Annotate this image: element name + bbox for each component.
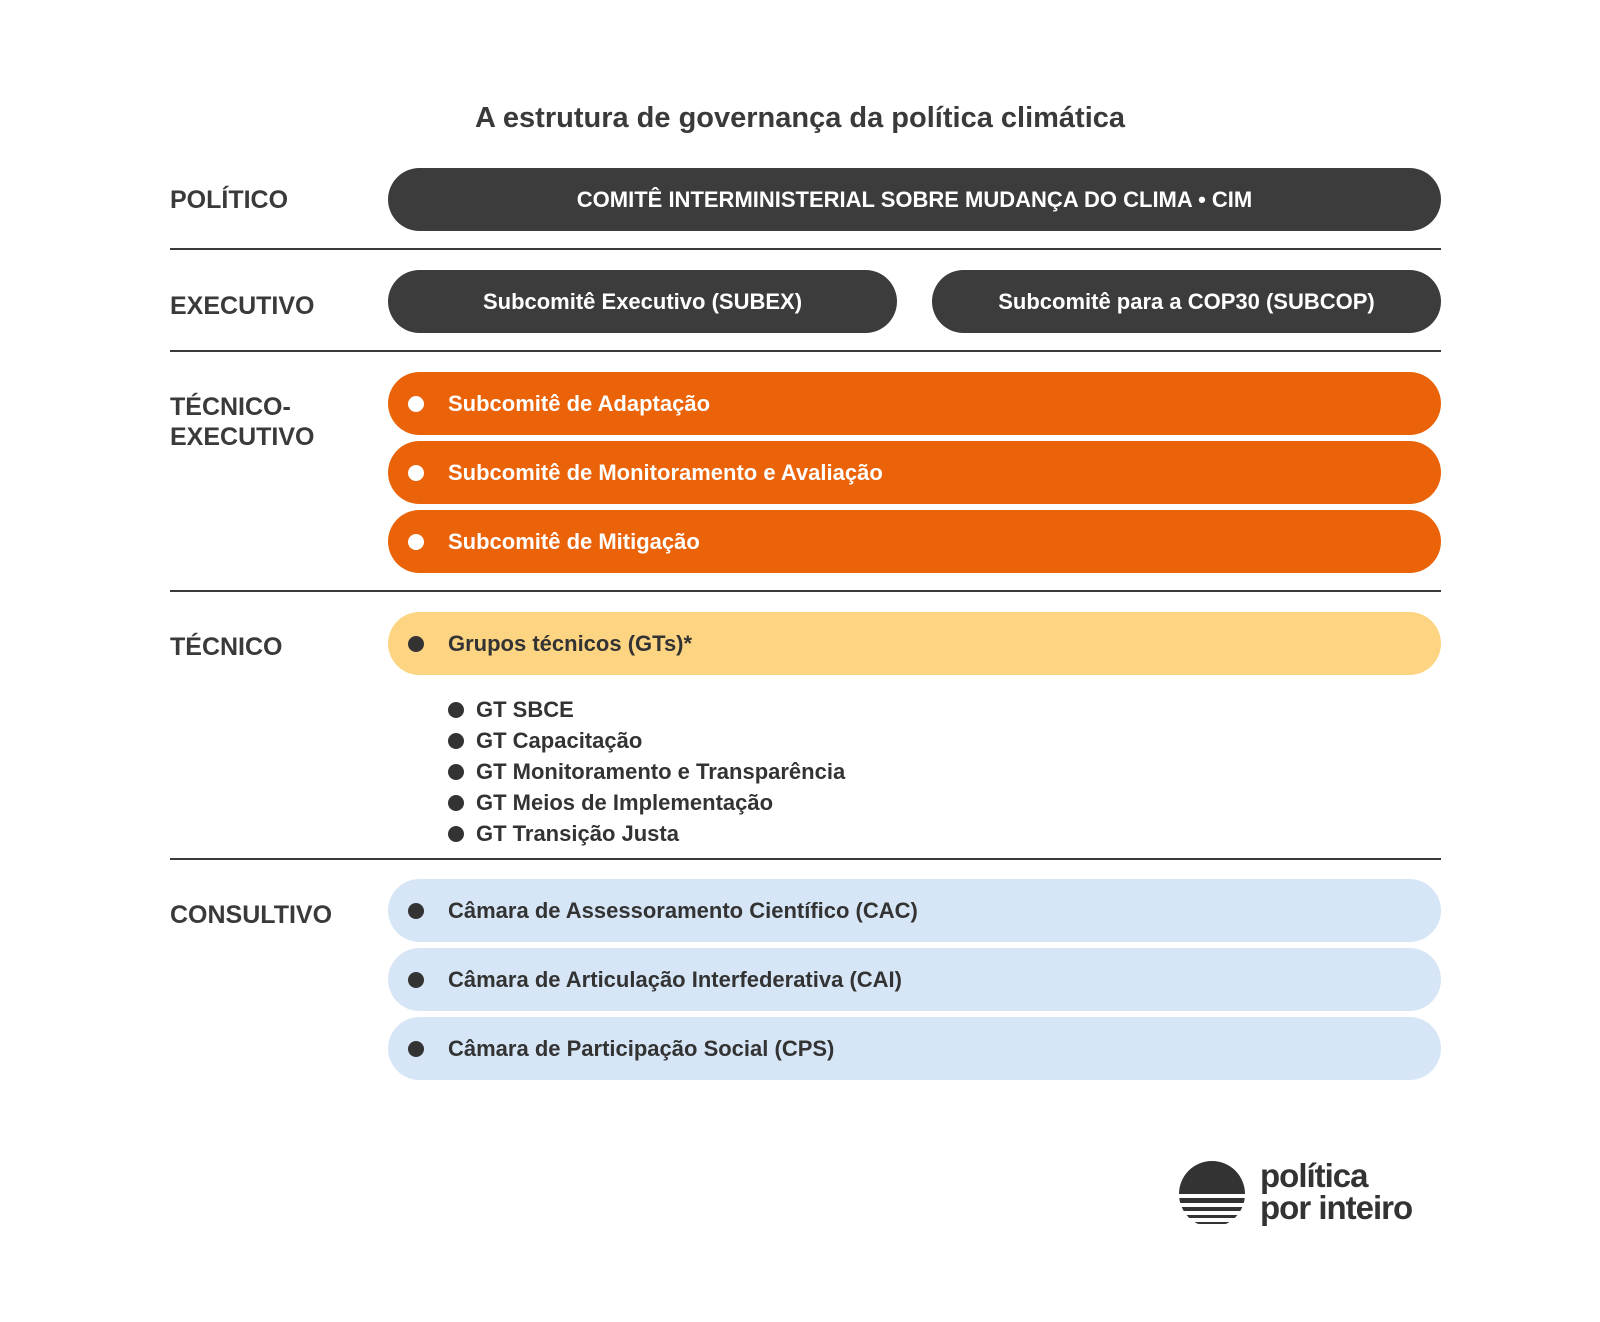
gt-list-item	[448, 787, 845, 818]
camara-cac-box	[388, 879, 1441, 942]
cim-label: COMITÊ INTERMINISTERIAL SOBRE MUDANÇA DO CLIMA • CIM	[576, 186, 1253, 212]
gt-list	[448, 694, 845, 849]
logo-line2: por inteiro	[1260, 1189, 1413, 1226]
bullet-dot-icon	[408, 1041, 424, 1057]
camara-cai-label: Câmara de Articulação Interfederativa (CAI)	[448, 966, 902, 992]
level-label-tecnico-executivo-line2: EXECUTIVO	[170, 423, 315, 451]
gt-item-label: GT Meios de Implementação	[476, 789, 774, 815]
subcop-label: Subcomitê para a COP30 (SUBCOP)	[998, 288, 1375, 314]
bullet-dot-icon	[408, 465, 424, 481]
camara-cps-label: Câmara de Participação Social (CPS)	[448, 1035, 835, 1061]
gt-item-label: GT Capacitação	[476, 727, 643, 753]
level-label-consultivo: CONSULTIVO	[170, 901, 333, 929]
divider-3	[170, 590, 1441, 592]
subcomite-adaptacao-box	[388, 372, 1441, 435]
gt-list-item	[448, 694, 845, 725]
level-label-tecnico-executivo	[170, 392, 314, 452]
bullet-dot-icon	[408, 636, 424, 652]
gt-list-item	[448, 725, 845, 756]
bullet-dot-icon	[448, 764, 464, 780]
bullet-dot-icon	[448, 795, 464, 811]
bullet-dot-icon	[408, 903, 424, 919]
bullet-dot-icon	[448, 826, 464, 842]
level-label-executivo: EXECUTIVO	[170, 292, 315, 320]
level-label-politico: POLÍTICO	[170, 186, 289, 214]
grupos-tecnicos-box	[388, 612, 1441, 675]
cim-box	[388, 168, 1441, 231]
camara-cac-label: Câmara de Assessoramento Científico (CAC)	[448, 897, 918, 923]
grupos-tecnicos-label: Grupos técnicos (GTs)*	[448, 630, 693, 656]
bullet-dot-icon	[408, 534, 424, 550]
logo-line1: política	[1260, 1157, 1368, 1194]
bullet-dot-icon	[448, 733, 464, 749]
bullet-dot-icon	[408, 396, 424, 412]
subcomite-monitoramento-box	[388, 441, 1441, 504]
bullet-dot-icon	[448, 702, 464, 718]
subcomite-adaptacao-label: Subcomitê de Adaptação	[448, 390, 711, 416]
divider-1	[170, 248, 1441, 250]
gt-item-label: GT Transição Justa	[476, 820, 679, 846]
bullet-dot-icon	[408, 972, 424, 988]
logo-wordmark	[1260, 1157, 1413, 1226]
gt-item-label: GT SBCE	[476, 696, 574, 722]
subex-label: Subcomitê Executivo (SUBEX)	[482, 288, 803, 314]
subcop-box	[932, 270, 1441, 333]
divider-4	[170, 858, 1441, 860]
camara-cai-box	[388, 948, 1441, 1011]
subcomite-mitigacao-label: Subcomitê de Mitigação	[448, 528, 700, 554]
level-label-tecnico-executivo-line1: TÉCNICO-	[170, 393, 291, 421]
camara-cps-box	[388, 1017, 1441, 1080]
gt-list-item	[448, 756, 845, 787]
subcomite-mitigacao-box	[388, 510, 1441, 573]
gt-list-item	[448, 818, 845, 849]
diagram-title: A estrutura de governança da política climática	[474, 102, 1126, 134]
gt-item-label: GT Monitoramento e Transparência	[476, 758, 846, 784]
divider-2	[170, 350, 1441, 352]
subex-box	[388, 270, 897, 333]
level-label-tecnico: TÉCNICO	[170, 633, 283, 661]
sunset-logo-icon	[1178, 1160, 1246, 1228]
subcomite-monitoramento-label: Subcomitê de Monitoramento e Avaliação	[448, 459, 883, 485]
politica-por-inteiro-logo	[1178, 1157, 1443, 1230]
